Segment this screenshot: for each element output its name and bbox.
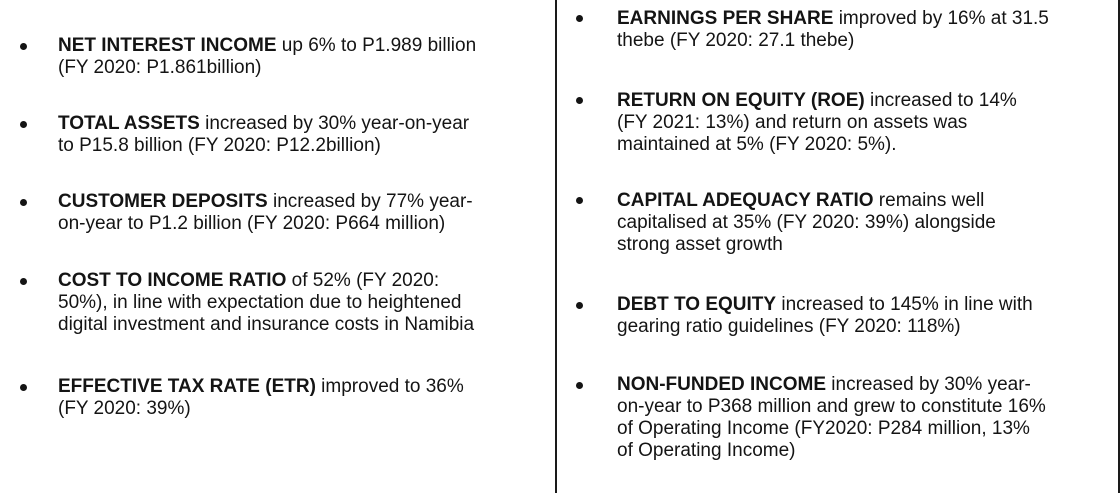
item-text: COST TO INCOME RATIO of 52% (FY 2020: 50%), in line with expectation due to heightened digital investment and insurance costs in Namibia [58,270,475,335]
item-heading: NON-FUNDED INCOME [617,374,826,395]
item-text: CUSTOMER DEPOSITS increased by 77% year- on-year to P1.2 billion (FY 2020: P664 million) [58,191,473,234]
item-heading: CAPITAL ADEQUACY RATIO [617,190,874,211]
column-divider [555,0,557,493]
item-text: EARNINGS PER SHARE improved by 16% at 31.5 thebe (FY 2020: 27.1 thebe) [617,8,1049,51]
item-text: NON-FUNDED INCOME increased by 30% year- on-year to P368 million and grew to constitute 16% of Operating Income (FY2020: P284 million, 13% of Operating Income) [617,374,1046,461]
bullet-icon [576,302,583,309]
item-text: CAPITAL ADEQUACY RATIO remains well capitalised at 35% (FY 2020: 39%) alongside strong asset growth [617,190,996,255]
bullet-icon [576,197,583,204]
item-heading: TOTAL ASSETS [58,113,200,134]
bullet-icon [20,384,27,391]
item-heading: RETURN ON EQUITY (ROE) [617,90,865,111]
bullet-icon [576,97,583,104]
item-text: EFFECTIVE TAX RATE (ETR) improved to 36% (FY 2020: 39%) [58,376,464,419]
bullet-icon [20,43,27,50]
item-text: NET INTEREST INCOME up 6% to P1.989 billion (FY 2020: P1.861billion) [58,35,477,78]
item-text: DEBT TO EQUITY increased to 145% in line with gearing ratio guidelines (FY 2020: 118%) [617,294,1033,337]
bullet-icon [20,199,27,206]
item-text: RETURN ON EQUITY (ROE) increased to 14% (FY 2021: 13%) and return on assets was maintained at 5% (FY 2020: 5%). [617,90,1017,155]
item-heading: COST TO INCOME RATIO [58,270,287,291]
item-heading: EARNINGS PER SHARE [617,8,834,29]
bullet-icon [576,15,583,22]
bullet-icon [576,382,583,389]
item-heading: CUSTOMER DEPOSITS [58,191,268,212]
item-heading: NET INTEREST INCOME [58,35,277,56]
bullet-icon [20,121,27,128]
item-text: TOTAL ASSETS increased by 30% year-on-year to P15.8 billion (FY 2020: P12.2billion) [58,113,470,156]
item-heading: DEBT TO EQUITY [617,294,777,315]
bullet-icon [20,278,27,285]
item-heading: EFFECTIVE TAX RATE (ETR) [58,376,316,397]
